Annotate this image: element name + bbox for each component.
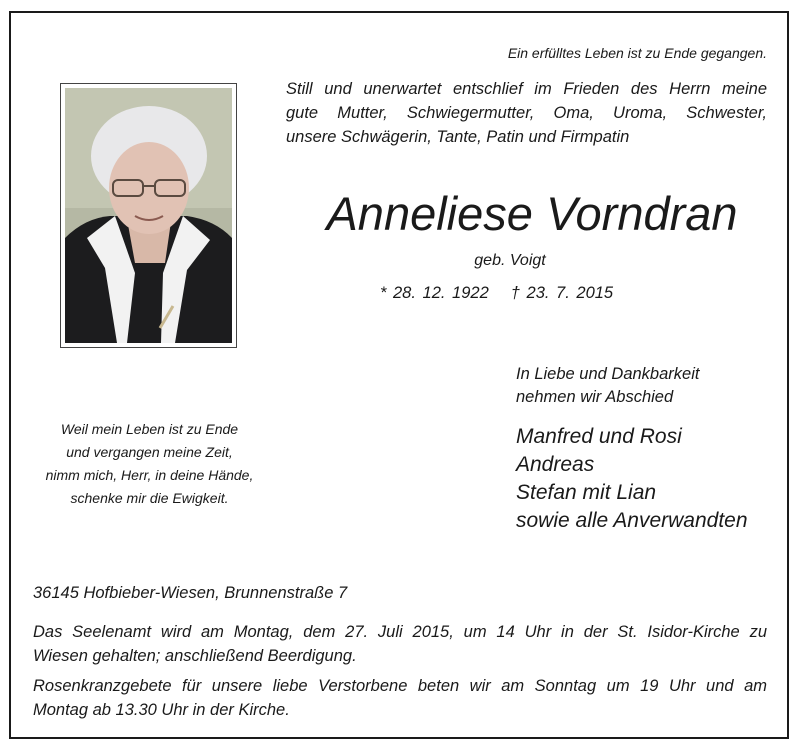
poem-line: schenke mir die Ewigkeit. xyxy=(70,490,229,506)
rosary-line: Rosenkranzgebete für unsere liebe Verstorbene beten wir am Sonntag um 19 Uhr und am xyxy=(33,677,767,695)
requiem-notice xyxy=(33,620,767,668)
intro-line: gute Mutter, Schwiegermutter, Oma, Uroma, Schwester, xyxy=(286,104,767,122)
maiden-name: geb. Voigt xyxy=(474,252,546,269)
intro-text xyxy=(286,77,767,149)
poem xyxy=(22,418,277,510)
mourner: Stefan mit Lian xyxy=(516,481,657,504)
intro-line: Still und unerwartet entschlief im Frieden des Herrn meine xyxy=(286,80,767,98)
death-date: † 23. 7. 2015 xyxy=(510,284,614,302)
poem-line: Weil mein Leben ist zu Ende xyxy=(60,421,239,437)
mourner: sowie alle Anverwandten xyxy=(516,509,748,532)
poem-line: nimm mich, Herr, in deine Hände, xyxy=(45,467,254,483)
portrait-photo-frame xyxy=(60,83,237,348)
poem-line: und vergangen meine Zeit, xyxy=(66,444,233,460)
intro-line: unsere Schwägerin, Tante, Patin und Firmpatin xyxy=(286,128,630,146)
portrait-photo xyxy=(65,88,232,343)
farewell-line: In Liebe und Dankbarkeit xyxy=(516,365,700,383)
motto-line: Ein erfülltes Leben ist zu Ende gegangen. xyxy=(507,45,767,61)
deceased-name: Anneliese Vorndran xyxy=(326,187,738,240)
rosary-notice xyxy=(33,674,767,722)
mourners-list xyxy=(516,423,748,535)
farewell-line: nehmen wir Abschied xyxy=(516,388,674,406)
mourner: Andreas xyxy=(516,453,595,476)
birth-date: * 28. 12. 1922 xyxy=(380,284,489,302)
mourner: Manfred und Rosi xyxy=(516,425,682,448)
family-address: 36145 Hofbieber-Wiesen, Brunnenstraße 7 xyxy=(33,584,348,602)
requiem-line: Das Seelenamt wird am Montag, dem 27. Juli 2015, um 14 Uhr in der St. Isidor-Kirche zu xyxy=(33,623,767,641)
rosary-line: Montag ab 13.30 Uhr in der Kirche. xyxy=(33,701,290,719)
life-dates xyxy=(380,284,670,303)
farewell-text xyxy=(516,363,699,409)
requiem-line: Wiesen gehalten; anschließend Beerdigung. xyxy=(33,647,357,665)
